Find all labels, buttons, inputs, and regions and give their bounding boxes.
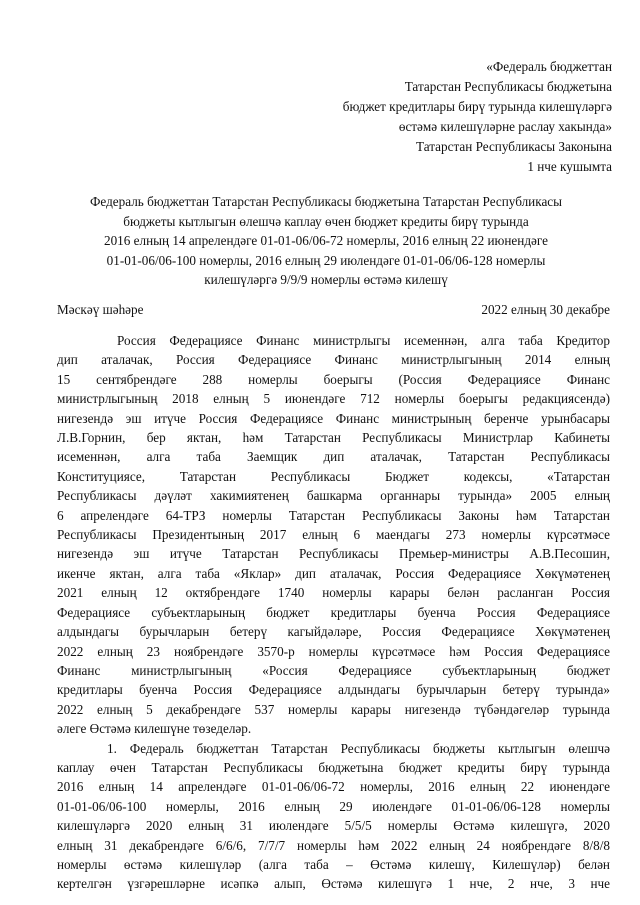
body-line: килешүләргә 2020 елның 31 июлендәге 5/5/5 номерлы Өстәмә килешүгә, 2020: [57, 818, 610, 834]
body-line: министрлыгының 2018 елның 5 июнендәге 712 номерлы боерыгы редакциясендә): [57, 391, 610, 407]
body-line: 1. Федераль бюджеттан Татарстан Республикасы бюджеты кытлыгын өлешчә: [107, 740, 610, 756]
document-title: [40, 192, 612, 290]
place-of-signing: Мәскәү шәһәре: [57, 302, 144, 317]
body-line: номерлы өстәмә килешүләр (алга таба – Өстәмә килешү, Килешүләр) белән: [57, 856, 610, 872]
title-line: килешүләргә 9/9/9 номерлы өстәмә килешү: [204, 272, 448, 287]
body-line: Республикасы Президентының 2017 елның 6 маендагы 273 номерлы күрсәтмәсе: [57, 527, 610, 543]
title-line: 2016 елның 14 апрелендәге 01-01-06/06-72 номерлы, 2016 елның 22 июнендәге: [103, 233, 548, 248]
body-line: 2022 елның 5 декабрендәге 537 номерлы карары нигезендә түбәндәгеләр турында: [57, 701, 610, 717]
body-line: Л.В.Горнин, бер яктан, һәм Татарстан Республикасы Министрлар Кабинеты: [57, 430, 610, 446]
body-line: каплау өчен Татарстан Республикасы бюджетына бюджет кредиты бирү турында: [57, 759, 610, 775]
document-body: [57, 331, 610, 894]
paragraph-clause-1: [57, 739, 610, 894]
body-line: әлеге Өстәмә килешүне төзеделәр.: [57, 721, 252, 737]
annex-line: Татарстан Республикасы Законына: [416, 139, 612, 154]
body-line: 2022 елның 23 ноябрендәге 3570-р номерлы күрсәтмәсе һәм Россия Федерациясе: [57, 643, 610, 659]
annex-line: бюджет кредитлары бирү турында килешүләргә: [342, 99, 612, 114]
body-line: нигезендә эш итүче Татарстан Республикасы Премьер-министры А.В.Песошин,: [57, 546, 610, 562]
body-line: 6 апрелендәге 64-ТРЗ номерлы Татарстан Республикасы Законы һәм Татарстан: [57, 507, 610, 523]
annex-line: 1 нче кушымта: [527, 159, 612, 174]
body-line: исеменнән, алга таба Заемщик дип аталачак, Татарстан Республикасы: [57, 449, 610, 465]
annex-line: «Федераль бюджеттан: [486, 59, 612, 74]
body-line: алдындагы бурычларын бетерү кагыйдәләре, Россия Федерациясе Хөкүмәтенең: [57, 624, 610, 640]
body-line: икенче яктан, алга таба «Яклар» дип аталачак, Россия Федерациясе Хөкүмәтенең: [57, 565, 610, 581]
body-line: кредитлары буенча Россия Федерациясе алдындагы бурычларын бетерү турында»: [57, 682, 610, 698]
body-line: Федерациясе субъектларының бюджет кредитлары буенча Россия Федерациясе: [57, 604, 610, 620]
annex-line: Татарстан Республикасы бюджетына: [404, 79, 612, 94]
annex-line: өстәмә килешүләрне раслау хакында»: [398, 119, 612, 134]
body-line: нигезендә эш итүче Россия Федерациясе Финанс министрының беренче урынбасары: [57, 410, 610, 426]
body-line: Финанс министрлыгының «Россия Федерациясе субъектларының бюджет: [57, 662, 610, 678]
body-line: дип аталачак, Россия Федерациясе Финанс министрлыгының 2014 елның: [57, 352, 610, 368]
title-line: бюджеты кытлыгын өлешчә каплау өчен бюджет кредиты бирү турында: [123, 213, 529, 229]
body-line: кертелгән үзгәрешләрне исәпкә алып, Өстәмә килешүгә 1 нче, 2 нче, 3 нче: [57, 876, 610, 892]
body-line: елның 31 декабрендәге 6/6/6, 7/7/7 номерлы һәм 2022 елның 24 ноябрендәге 8/8/8: [57, 837, 610, 853]
paragraph-preamble: [57, 331, 610, 739]
date-of-signing: 2022 елның 30 декабре: [481, 302, 610, 317]
body-line: 2021 елның 12 октябрендәге 1740 номерлы карары белән расланган Россия: [57, 585, 610, 601]
body-line: 01-01-06/06-100 номерлы, 2016 елның 29 июлендәге 01-01-06/06-128 номерлы: [57, 798, 610, 814]
body-line: 2016 елның 14 апрелендәге 01-01-06/06-72 номерлы, 2016 елның 22 июнендәге: [57, 779, 610, 795]
title-line: 01-01-06/06-100 номерлы, 2016 елның 29 июлендәге 01-01-06/06-128 номерлы: [106, 252, 546, 268]
body-line: 15 сентябрендәге 288 номерлы боерыгы (Россия Федерациясе Финанс: [57, 371, 610, 387]
title-line: Федераль бюджеттан Татарстан Республикасы бюджетына Татарстан Республикасы: [89, 194, 563, 209]
body-line: Конституциясе, Татарстан Республикасы Бюджет кодексы, «Татарстан: [57, 468, 610, 484]
annex-header: [343, 57, 612, 177]
body-line: Республикасы дәүләт хакимиятенең башкарма органнары турында» 2005 елның: [57, 488, 610, 504]
body-line: Россия Федерациясе Финанс министрлыгы исеменнән, алга таба Кредитор: [117, 333, 610, 348]
